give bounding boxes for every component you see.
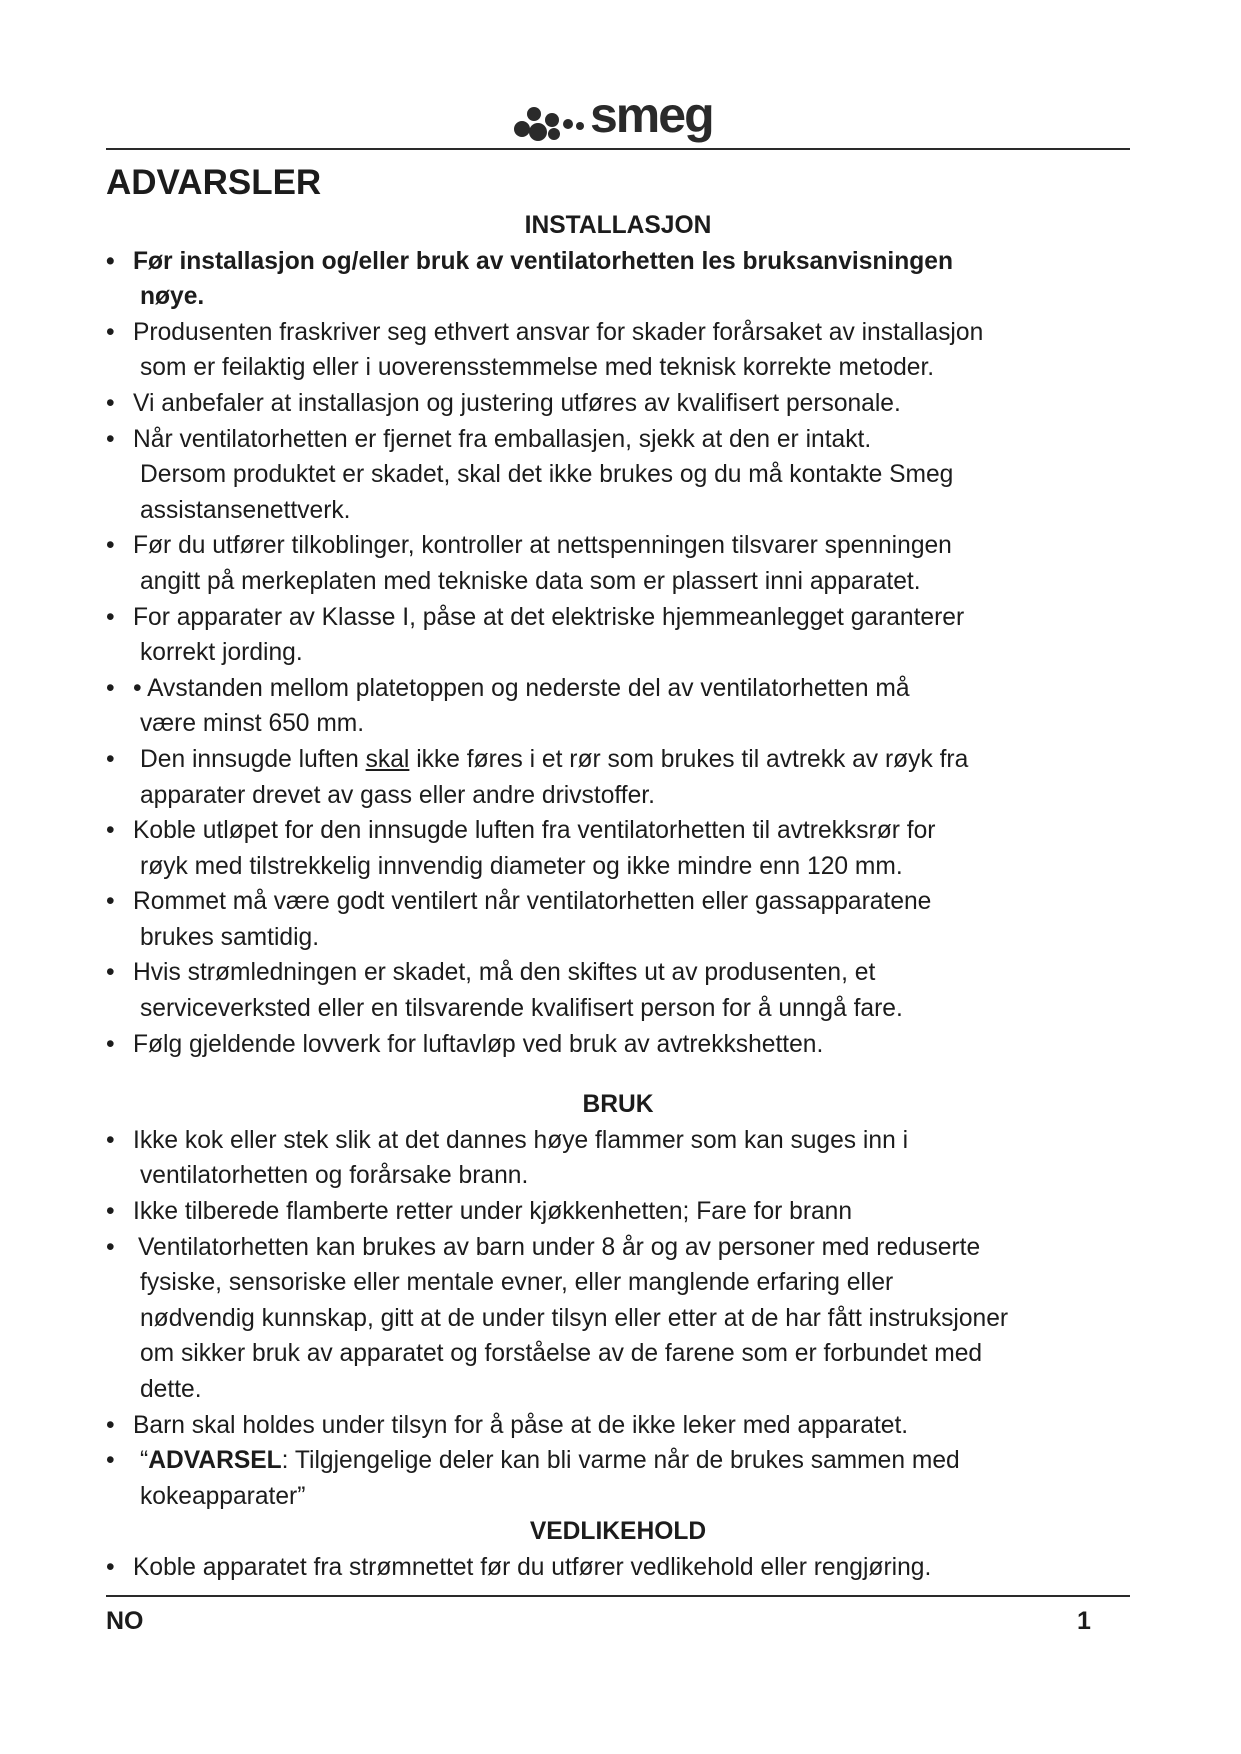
list-item: • Følg gjeldende lovverk for luftavløp ved bruk av avtrekkshetten. bbox=[106, 1030, 824, 1058]
bruk-list bbox=[106, 1123, 1186, 1515]
list-item: • “ADVARSEL: Tilgjengelige deler kan bli varme når de brukes sammen med kokeapparater” bbox=[106, 1447, 960, 1510]
installasjon-list bbox=[106, 244, 1186, 1063]
list-item: • Ikke tilberede flamberte retter under kjøkkenhetten; Fare for brann bbox=[106, 1198, 853, 1226]
list-item: • Produsenten fraskriver seg ethvert ansvar for skader forårsaket av installasjon som er feilaktig eller i uoverensstemmelse med teknisk korrekte metoder. bbox=[106, 318, 984, 382]
list-item: • Barn skal holdes under tilsyn for å påse at de ikke leker med apparatet. bbox=[106, 1411, 909, 1439]
smeg-logo-dots-icon bbox=[514, 96, 594, 146]
list-item: • Vi anbefaler at installasjon og justering utføres av kvalifisert personale. bbox=[106, 389, 901, 417]
list-item: • Koble apparatet fra strømnettet før du utfører vedlikehold eller rengjøring. bbox=[106, 1553, 932, 1581]
list-item: • Ikke kok eller stek slik at det dannes høye flammer som kan suges inn i ventilatorhetten og forårsake brann. bbox=[106, 1126, 909, 1190]
list-item: • Når ventilatorhetten er fjernet fra emballasjen, sjekk at den er intakt. Dersom produktet er skadet, skal det ikke brukes og du må kontakte Smeg assistansenettverk. bbox=[106, 425, 954, 524]
list-item: • Den innsugde luften skal ikke føres i et rør som brukes til avtrekk av røyk fra apparater drevet av gass eller andre drivstoffer. bbox=[106, 745, 969, 809]
page-number: 1 bbox=[1077, 1607, 1091, 1635]
list-item: • For apparater av Klasse I, påse at det elektriske hjemmeanlegget garanterer korrekt jording. bbox=[106, 603, 965, 667]
list-item: • Koble utløpet for den innsugde luften fra ventilatorhetten til avtrekksrør for røyk med tilstrekkelig innvendig diameter og ikke mindre enn 120 mm. bbox=[106, 817, 936, 880]
section-heading-installasjon: INSTALLASJON bbox=[524, 212, 712, 239]
list-item: • Før du utfører tilkoblinger, kontroller at nettspenningen tilsvarer spenningen angitt på merkeplaten med tekniske data som er plassert inni apparatet. bbox=[106, 532, 952, 595]
section-heading-bruk: BRUK bbox=[582, 1091, 654, 1119]
list-item: • • Avstanden mellom platetoppen og nederste del av ventilatorhetten må være minst 650 mm. bbox=[106, 674, 910, 738]
brand-name: smeg bbox=[590, 87, 713, 143]
list-item: • Hvis strømledningen er skadet, må den skiftes ut av produsenten, et serviceverksted eller en tilsvarende kvalifisert person for å unngå fare. bbox=[106, 959, 903, 1023]
document-body bbox=[106, 208, 1186, 1586]
footer-rule bbox=[106, 1595, 1130, 1597]
language-code: NO bbox=[106, 1607, 144, 1635]
page-title: ADVARSLER bbox=[106, 163, 322, 202]
vedlikehold-list bbox=[106, 1550, 1186, 1586]
section-heading-vedlikehold: VEDLIKEHOLD bbox=[529, 1518, 707, 1546]
header-rule bbox=[106, 148, 1130, 150]
list-item: • Rommet må være godt ventilert når ventilatorhetten eller gassapparatene brukes samtidig. bbox=[106, 888, 932, 951]
smeg-logo bbox=[514, 87, 730, 146]
list-item: • Før installasjon og/eller bruk av ventilatorhetten les bruksanvisningen nøye. bbox=[106, 247, 953, 311]
list-item: • Ventilatorhetten kan brukes av barn under 8 år og av personer med reduserte fysiske, sensoriske eller mentale evner, eller manglende erfaring eller nødvendig kunnskap, gitt at de under tilsyn eller etter at de har fått instruksjoner om sikker bruk av apparatet og forståelse av de farene som er forbundet med dette. bbox=[106, 1233, 1009, 1403]
